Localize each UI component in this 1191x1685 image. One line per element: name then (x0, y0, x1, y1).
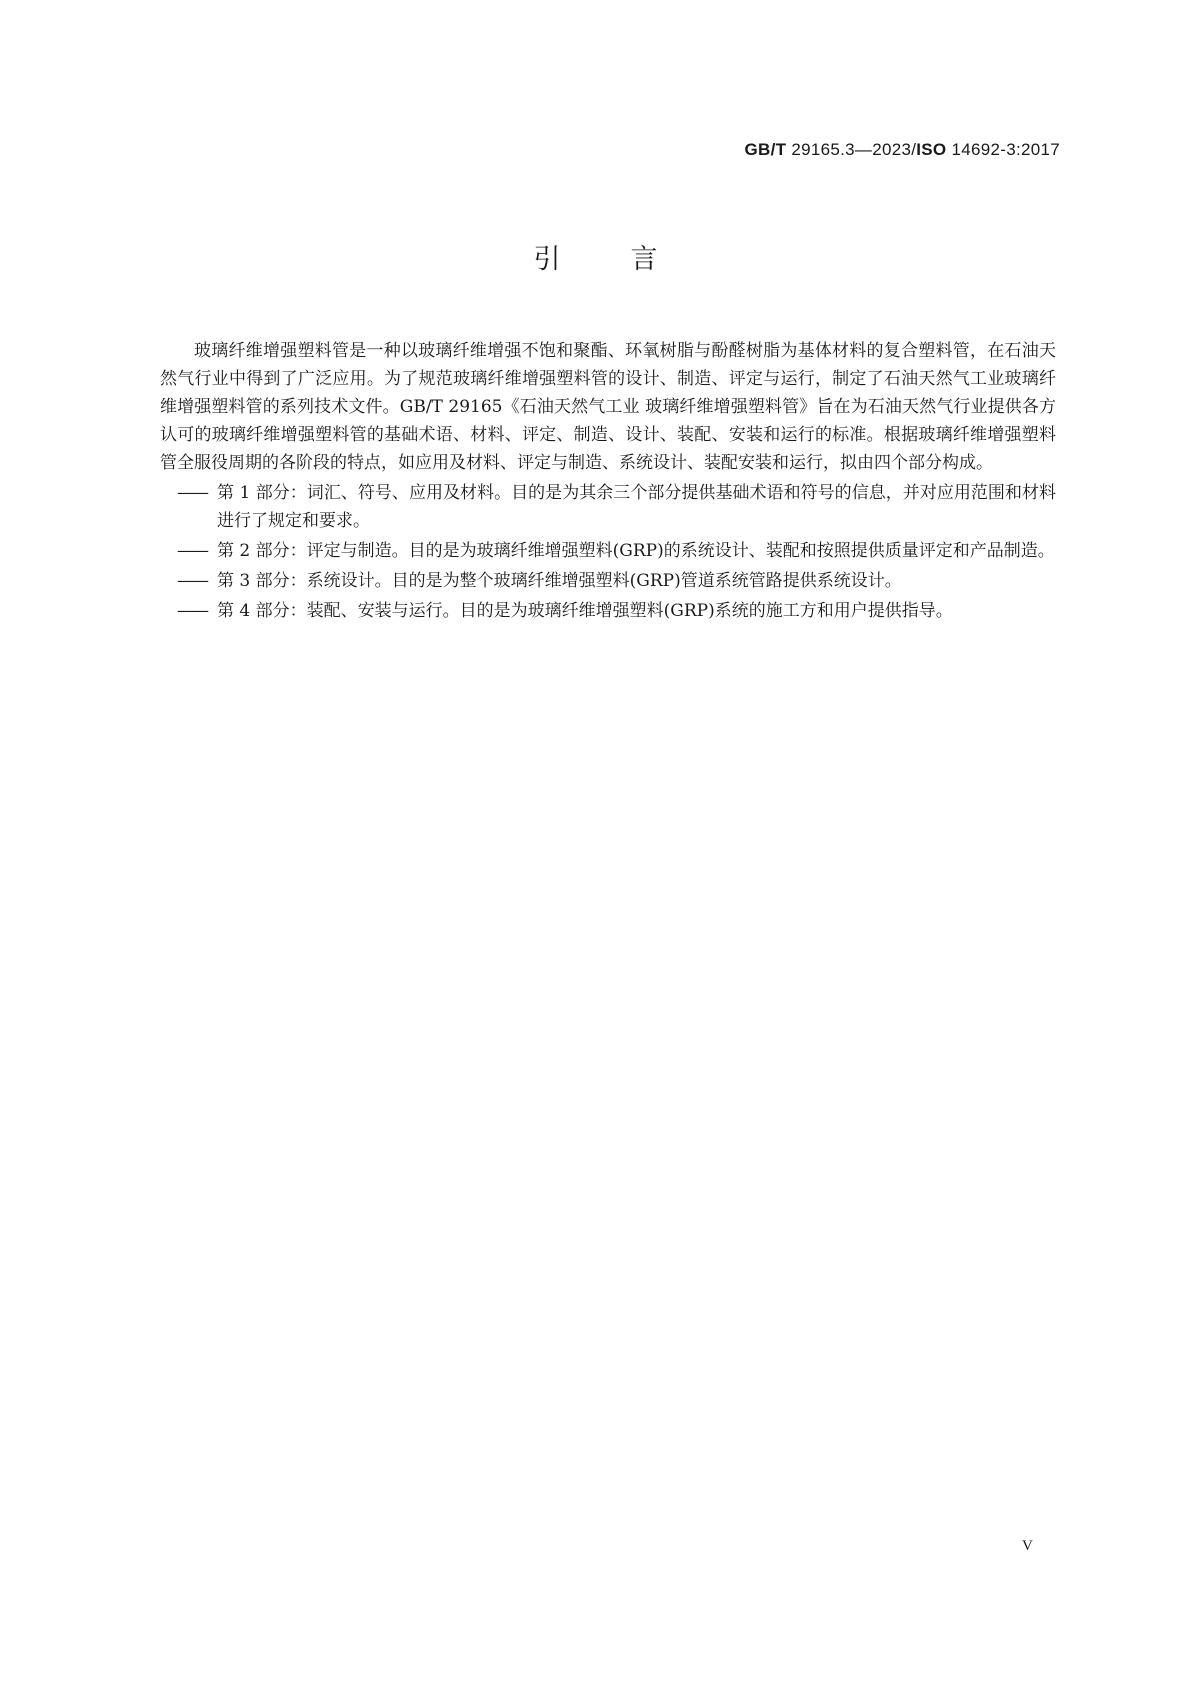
list-dash: —— (177, 571, 207, 591)
part-4-text: 第 4 部分：装配、安装与运行。目的是为玻璃纤维增强塑料(GRP)系统的施工方和用户提供指导。 (217, 601, 953, 621)
part-3-text: 第 3 部分：系统设计。目的是为整个玻璃纤维增强塑料(GRP)管道系统管路提供系统设计。 (217, 571, 902, 591)
list-item (160, 535, 1056, 565)
page-title: 引言 (533, 244, 728, 275)
standard-code-prefix: GB/T (744, 140, 787, 159)
standard-code (745, 140, 1061, 160)
part-2-text: 第 2 部分：评定与制造。目的是为玻璃纤维增强塑料(GRP)的系统设计、装配和按照提供质量评定和产品制造。 (217, 541, 1055, 561)
parts-list (160, 477, 1056, 625)
document-body (160, 337, 1056, 625)
page-number: V (1022, 1538, 1033, 1554)
list-item (160, 477, 1056, 535)
list-dash: —— (177, 601, 207, 621)
list-item (160, 565, 1056, 595)
iso-prefix: ISO (916, 140, 947, 159)
list-item (160, 595, 1056, 625)
intro-paragraph: 玻璃纤维增强塑料管是一种以玻璃纤维增强不饱和聚酯、环氧树脂与酚醛树脂为基体材料的复合塑料管，在石油天然气行业中得到了广泛应用。为了规范玻璃纤维增强塑料管的设计、制造、评定与运行，制定了石油天然气工业玻璃纤维增强塑料管的系列技术文件。GB/T 29165《石油天然气工业 玻璃纤维增强塑料管》旨在为石油天然气行业提供各方认可的玻璃纤维增强塑料管的基础术语、材料、评定、制造、设计、装配、安装和运行的标准。根据玻璃纤维增强塑料管全服役周期的各阶段的特点，如应用及材料、评定与制造、系统设计、装配安装和运行，拟由四个部分构成。 (160, 341, 1056, 473)
standard-code-number: 29165.3—2023/ (791, 140, 917, 159)
part-1-text: 第 1 部分：词汇、符号、应用及材料。目的是为其余三个部分提供基础术语和符号的信息，并对应用范围和材料进行了规定和要求。 (217, 483, 1056, 531)
iso-number: 14692-3:2017 (951, 140, 1060, 159)
list-dash: —— (177, 541, 207, 561)
list-dash: —— (177, 483, 207, 503)
